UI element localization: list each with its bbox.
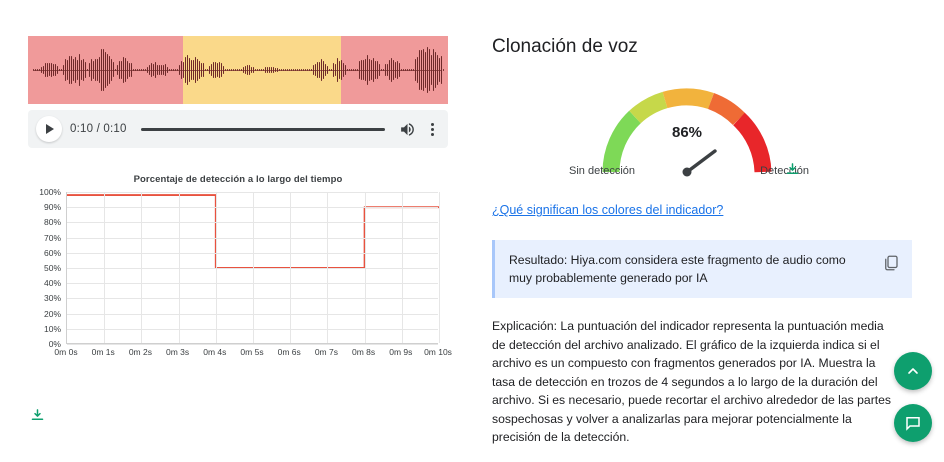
chart-x-tick: 0m 6s xyxy=(277,347,301,357)
audio-player[interactable] xyxy=(28,110,448,148)
page-title: Clonación de voz xyxy=(492,36,638,57)
chart-y-tick: 90% xyxy=(43,202,61,213)
chart-y-tick: 20% xyxy=(43,308,61,319)
chart-y-tick: 60% xyxy=(43,247,61,258)
chart-x-tick: 0m 1s xyxy=(91,347,115,357)
chart-x-tick: 0m 3s xyxy=(166,347,190,357)
chart-gridline-v xyxy=(365,192,366,343)
chart-gridline-v xyxy=(141,192,142,343)
chart-y-tick: 30% xyxy=(43,293,61,304)
chart-x-axis xyxy=(54,347,452,363)
chart-gridline-v xyxy=(104,192,105,343)
chevron-up-icon[interactable] xyxy=(894,352,932,390)
chart-y-tick: 10% xyxy=(43,323,61,334)
chart-y-tick: 80% xyxy=(43,217,61,228)
chart-x-tick: 0m 9s xyxy=(389,347,413,357)
chart-gridline-v xyxy=(179,192,180,343)
chart-x-tick: 0m 5s xyxy=(240,347,264,357)
chart-y-axis xyxy=(28,187,64,349)
chart-y-tick: 50% xyxy=(43,263,61,273)
chart-gridline-v xyxy=(402,192,403,343)
gauge-value: 86% xyxy=(671,124,703,141)
download-icon[interactable] xyxy=(30,408,45,428)
result-banner xyxy=(492,240,912,298)
copy-icon[interactable] xyxy=(882,254,900,272)
chart-y-tick: 70% xyxy=(43,232,61,243)
right-panel xyxy=(472,0,944,462)
chart-plot-area xyxy=(66,192,438,344)
chart-plot-wrapper xyxy=(28,187,452,367)
chart-x-tick: 0m 8s xyxy=(352,347,376,357)
player-time-label: 0:10 / 0:10 xyxy=(70,123,127,135)
gauge-legend-right: Detección xyxy=(760,165,809,177)
download-icon[interactable] xyxy=(785,162,800,182)
chart-gridline-v xyxy=(216,192,217,343)
chart-gridline-v xyxy=(327,192,328,343)
more-options-icon[interactable] xyxy=(424,118,440,140)
chart-x-tick: 0m 10s xyxy=(424,347,452,357)
chart-gridline-h xyxy=(67,344,438,345)
player-progress-slider[interactable] xyxy=(141,128,385,131)
chat-icon[interactable] xyxy=(894,404,932,442)
volume-icon[interactable] xyxy=(399,121,416,138)
chart-title: Porcentaje de detección a lo largo del tiempo xyxy=(133,174,343,185)
play-icon[interactable] xyxy=(36,116,62,142)
chart-gridline-v xyxy=(439,192,440,343)
waveform-bars xyxy=(28,36,448,104)
chart-x-tick: 0m 0s xyxy=(54,347,78,357)
chart-y-tick: 0% xyxy=(48,339,61,349)
detection-chart xyxy=(28,168,452,388)
chart-x-tick: 0m 4s xyxy=(203,347,227,357)
result-text: Resultado: Hiya.com considera este fragmento de audio como muy probablemente generado por IA xyxy=(509,253,846,285)
chart-gridline-v xyxy=(290,192,291,343)
chart-y-tick: 40% xyxy=(43,278,61,289)
explanation-text: Explicación: La puntuación del indicador representa la puntuación media de detección del archivo analizado. El gráfico de la izquierda indica si el archivo es un compuesto con fragmentos generados por IA. Muestra la tasa de detección en trozos de 4 segundos a lo largo de la duración del archivo. Si es necesario, puede recortar el archivo alrededor de las partes sospechosas y volver a analizarlas para mejorar potencialmente la precisión de la detección. xyxy=(492,319,892,444)
chart-y-tick: 100% xyxy=(39,187,61,197)
chart-x-tick: 0m 7s xyxy=(314,347,338,357)
gauge-legend xyxy=(569,165,809,177)
indicator-colors-link[interactable]: ¿Qué significan los colores del indicador? xyxy=(492,203,724,217)
chart-x-tick: 0m 2s xyxy=(128,347,152,357)
gauge-legend-left: Sin detección xyxy=(569,165,636,177)
audio-waveform[interactable] xyxy=(28,36,448,104)
chart-gridline-v xyxy=(253,192,254,343)
